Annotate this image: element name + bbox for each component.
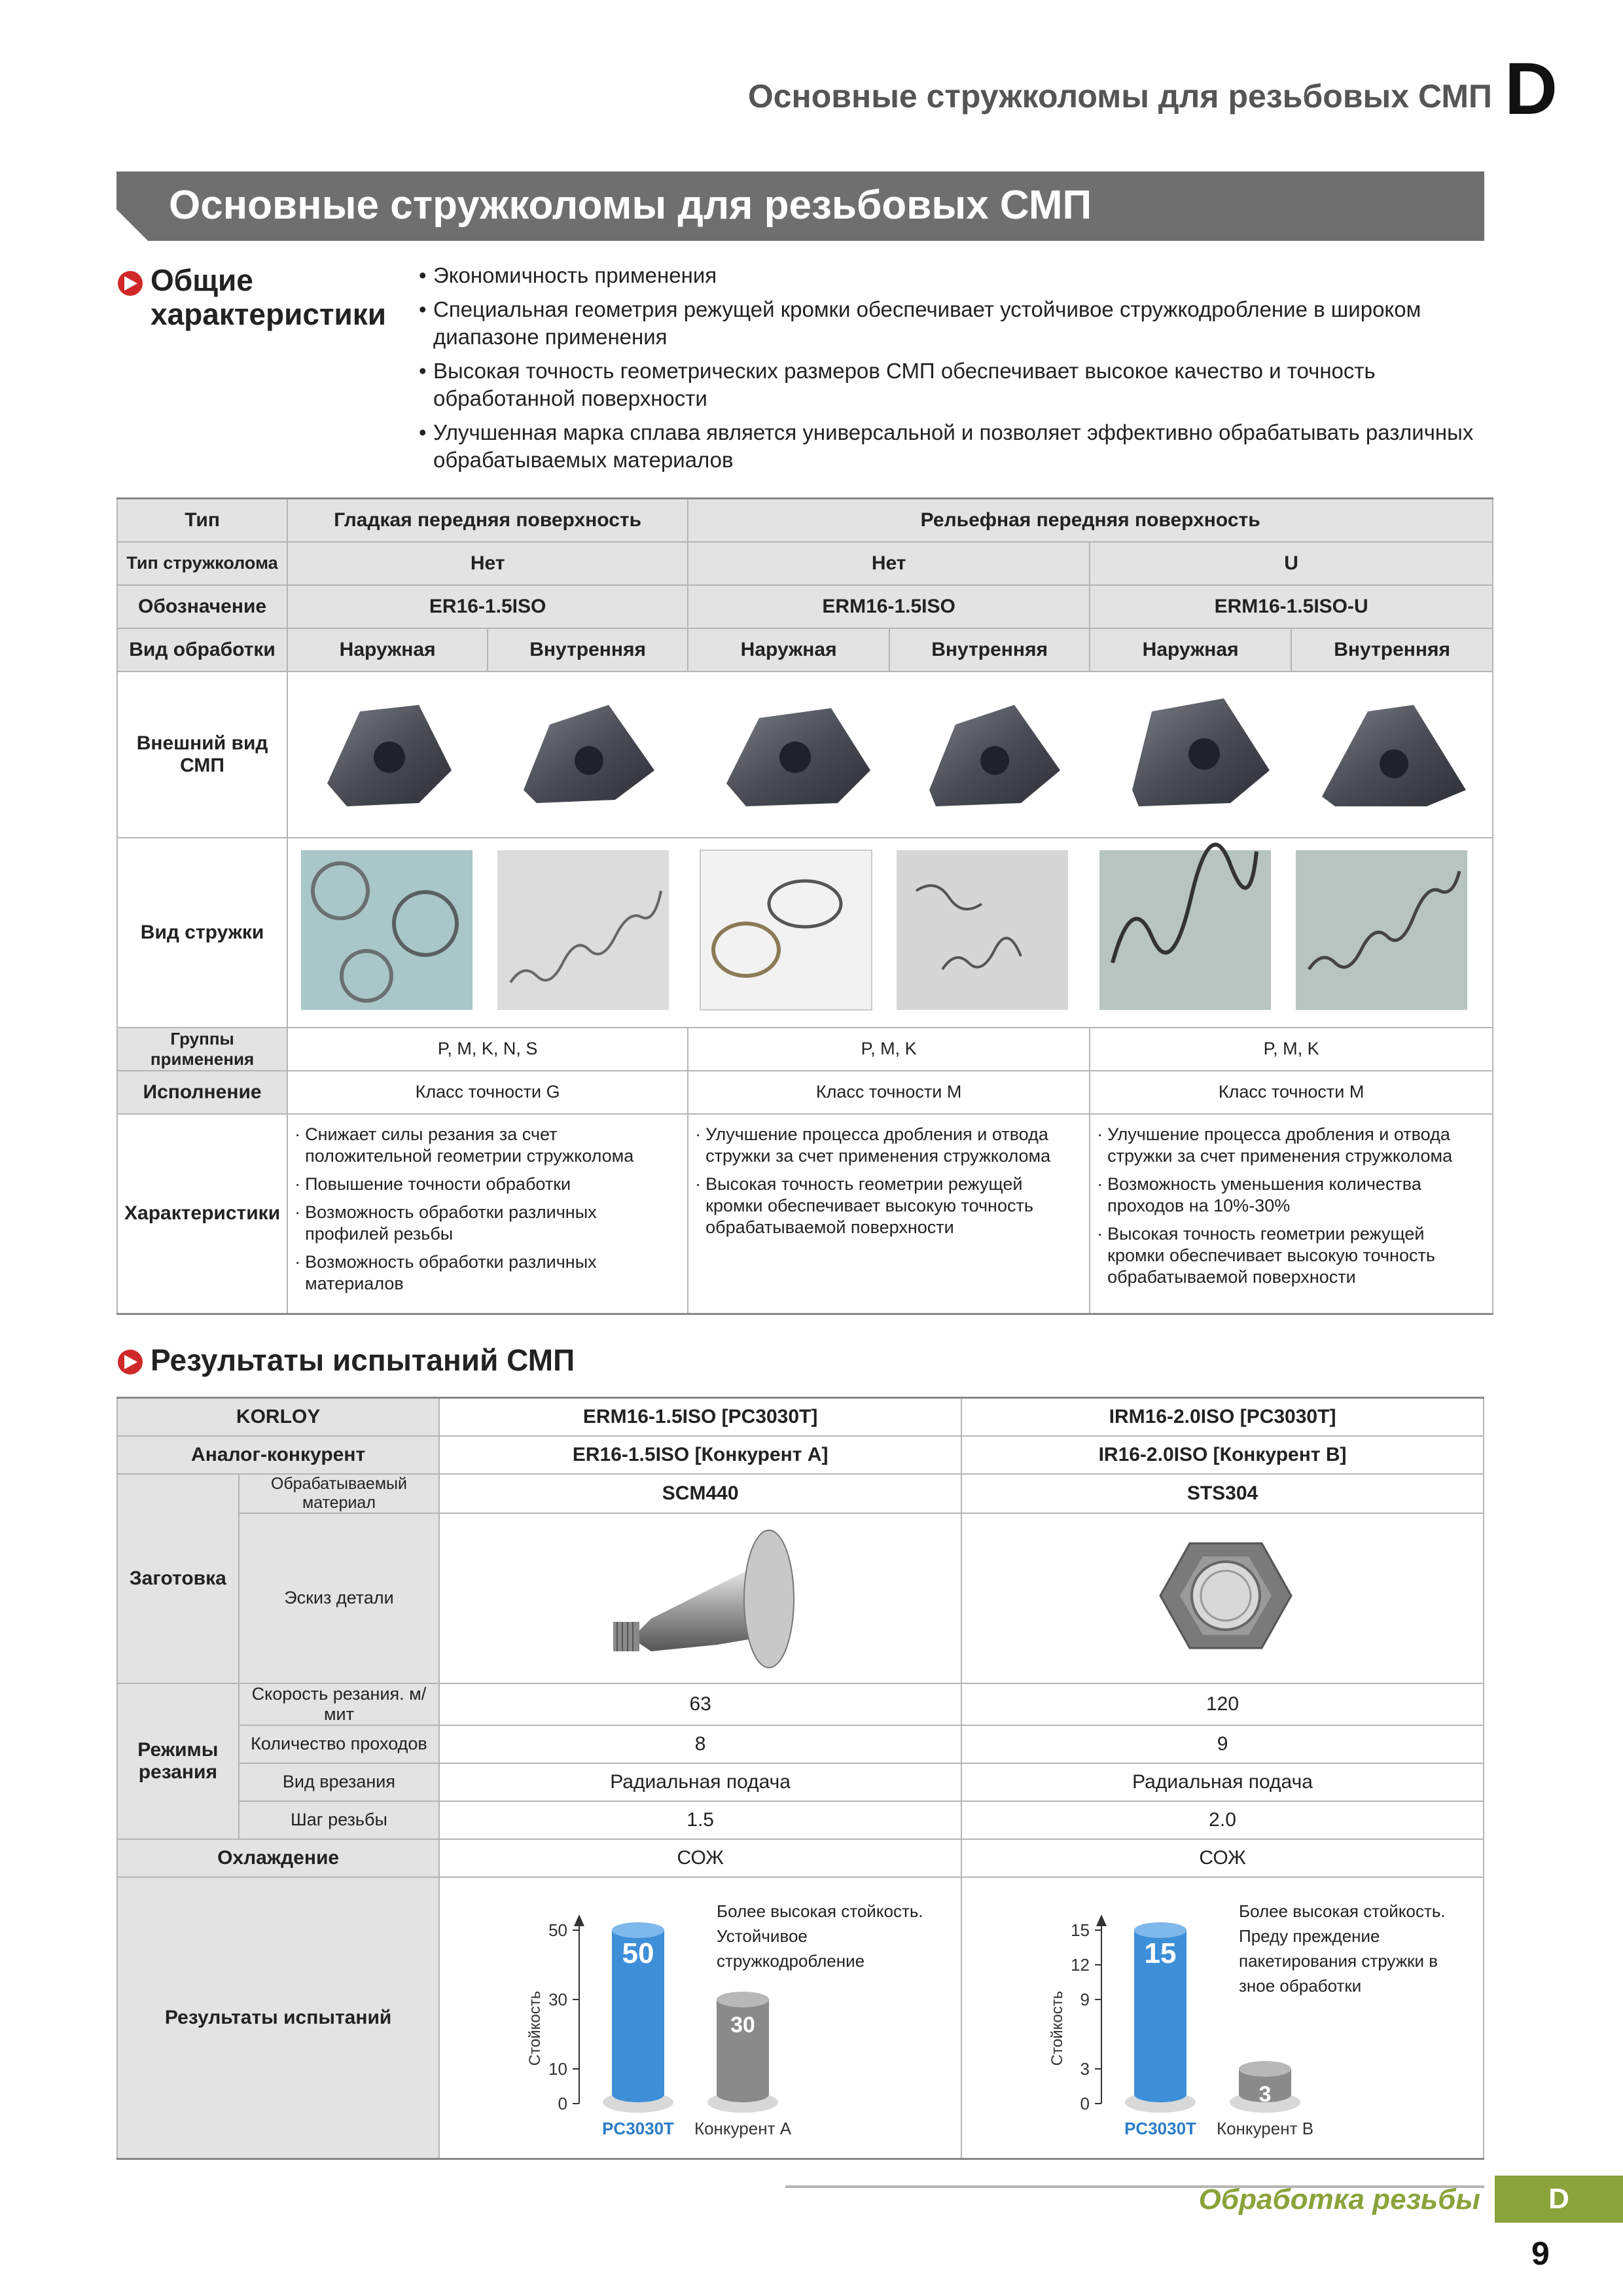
groups-value: P, M, K [1090, 1028, 1493, 1071]
arrow-icon [118, 271, 143, 296]
arrow-icon [118, 1350, 143, 1374]
korloy-product: IRM16-2.0ISO [PC3030T] [961, 1398, 1484, 1436]
machining-int: Внутренняя [889, 628, 1090, 672]
label-designation: Обозначение [117, 585, 287, 628]
features-cell [1090, 1114, 1493, 1314]
chip-images-row [287, 838, 1493, 1028]
test-label: Результаты испытаний [117, 1877, 439, 2159]
feature-item: · Снижает силы резания за счет положительной геометрии стружколома [294, 1124, 681, 1167]
chip-photo-3 [700, 850, 872, 1010]
insert-images-row [287, 672, 1493, 838]
feature-item: · Улучшение процесса дробления и отвода стружки за счет применения стружколома [1097, 1124, 1486, 1167]
type-relief: Рельефная передняя поверхность [688, 499, 1493, 542]
label-breaker: Тип стружколома [117, 542, 287, 585]
section-letter: D [1505, 48, 1558, 130]
chip-images [288, 838, 1492, 1022]
chart-note: Преду преждение [1239, 1926, 1380, 1946]
insert-er-internal-image [524, 705, 654, 803]
insert-images [288, 672, 1492, 832]
chart-cell-1 [439, 1877, 961, 2159]
modes-label: Режимы резания [117, 1683, 239, 1839]
analog-product: ER16-1.5ISO [Конкурент A] [439, 1436, 961, 1474]
breaker-value: Нет [287, 542, 688, 585]
y-axis-label: Стойкость [1048, 1990, 1067, 2066]
chip-photo-2 [497, 850, 669, 1010]
label-machining: Вид обработки [117, 628, 287, 672]
feature-item: · Возможность уменьшения количества проходов на 10%-30% [1097, 1174, 1486, 1217]
execution-value: Класс точности G [287, 1071, 688, 1114]
insert-erm-u-internal-image [1322, 705, 1466, 806]
machining-ext: Наружная [1090, 628, 1291, 672]
durability-chart-2 [964, 1878, 1481, 2153]
insert-erm-external-image [726, 708, 870, 806]
sketch-cell [439, 1513, 961, 1683]
features-cell [688, 1114, 1090, 1314]
machining-ext: Наружная [287, 628, 488, 672]
infeed-value: Радиальная подача [961, 1763, 1484, 1801]
pitch-label: Шаг резьбы [239, 1801, 440, 1839]
cooling-value: СОЖ [961, 1839, 1484, 1877]
pitch-value: 2.0 [961, 1801, 1484, 1839]
y-tick-label: 9 [1080, 1989, 1090, 2009]
machining-int: Внутренняя [1291, 628, 1493, 672]
sketch-label: Эскиз детали [239, 1513, 440, 1683]
footer-section-tab: D [1495, 2176, 1623, 2223]
passes-value: 8 [439, 1725, 961, 1763]
general-heading-line1: Общие [151, 263, 253, 297]
feature-item: · Высокая точность геометрии режущей кромки обеспечивает высокую точность обрабатываемой поверхности [695, 1174, 1082, 1238]
designation-value: ERM16-1.5ISO [688, 585, 1090, 628]
label-appearance: Внешний вид СМП [117, 672, 287, 838]
breaker-value: U [1090, 542, 1493, 585]
chip-photo-1 [301, 850, 473, 1010]
execution-value: Класс точности M [1090, 1071, 1493, 1114]
workpiece-label: Заготовка [117, 1474, 239, 1683]
label-groups: Группы применения [117, 1028, 287, 1071]
bar-value-label: 15 [1144, 1937, 1177, 1969]
bullet-item: • Высокая точность геометрических размеров СМП обеспечивает высокое качество и точность обработанной поверхности [419, 357, 1479, 412]
groups-value: P, M, K, N, S [287, 1028, 688, 1071]
bar-value-label: 30 [730, 2012, 756, 2037]
feature-item: · Высокая точность геометрии режущей кромки обеспечивает высокую точность обрабатываемой поверхности [1097, 1223, 1486, 1288]
general-bullets [419, 262, 1479, 480]
bar-value-label: 50 [622, 1937, 654, 1969]
category-label: PC3030T [1124, 2118, 1196, 2138]
insert-comparison-table [116, 497, 1493, 1315]
speed-label: Скорость резания. м/мит [239, 1683, 440, 1725]
korloy-product: ERM16-1.5ISO [PC3030T] [439, 1398, 961, 1436]
chart-note: зное обработки [1239, 1975, 1362, 1996]
category-label: Конкурент B [1216, 2118, 1314, 2138]
infeed-label: Вид врезания [239, 1763, 440, 1801]
execution-value: Класс точности M [688, 1071, 1090, 1114]
banner-corner [116, 209, 148, 241]
designation-value: ERM16-1.5ISO-U [1090, 585, 1493, 628]
chart-cell-2 [961, 1877, 1484, 2159]
category-label: PC3030T [602, 2118, 675, 2138]
y-tick-label: 50 [548, 1920, 568, 1940]
machining-ext: Наружная [688, 628, 889, 672]
chart-note: Более высокая стойкость. [717, 1901, 923, 1921]
label-chips: Вид стружки [117, 838, 287, 1028]
insert-er-external-image [327, 705, 452, 806]
y-tick-label: 15 [1071, 1920, 1090, 1940]
chip-photo-4 [897, 850, 1068, 1010]
infeed-value: Радиальная подача [439, 1763, 961, 1801]
analog-product: IR16-2.0ISO [Конкурент B] [961, 1436, 1484, 1474]
chart-note: Устойчивое [717, 1926, 808, 1946]
y-axis-label: Стойкость [526, 1990, 544, 2066]
y-tick-label: 0 [1080, 2093, 1090, 2113]
y-tick-label: 30 [548, 1989, 568, 2009]
breaker-value: Нет [688, 542, 1090, 585]
label-type: Тип [117, 499, 287, 542]
header-title: Основные стружколомы для резьбовых СМП [747, 78, 1492, 115]
footer-section-title: Обработка резьбы [1198, 2183, 1480, 2215]
speed-value: 63 [439, 1683, 961, 1725]
material-value: STS304 [961, 1474, 1484, 1513]
feature-item: · Повышение точности обработки [294, 1174, 681, 1195]
material-label: Обрабатываемый материал [239, 1474, 440, 1513]
y-tick-label: 12 [1071, 1954, 1090, 1975]
general-heading [151, 263, 386, 331]
chart-note: Более высокая стойкость. [1239, 1901, 1446, 1921]
insert-erm-internal-image [929, 705, 1060, 806]
label-execution: Исполнение [117, 1071, 287, 1114]
durability-chart-1 [442, 1878, 959, 2153]
nut-sketch [964, 1514, 1481, 1677]
material-value: SCM440 [439, 1474, 961, 1513]
pitch-value: 1.5 [439, 1801, 961, 1839]
bullet-item: • Улучшенная марка сплава является универсальной и позволяет эффективно обрабатывать различных обрабатываемых материалов [419, 419, 1479, 474]
category-label: Конкурент A [694, 2118, 792, 2138]
groups-value: P, M, K [688, 1028, 1090, 1071]
bullet-item: • Специальная геометрия режущей кромки обеспечивает устойчивое стружкодробление в широком диапазоне применения [419, 296, 1479, 351]
results-heading: Результаты испытаний СМП [151, 1343, 575, 1377]
passes-value: 9 [961, 1725, 1484, 1763]
general-heading-line2: характеристики [151, 297, 387, 331]
sketch-cell [961, 1513, 1484, 1683]
label-features: Характеристики [117, 1114, 287, 1314]
chip-photo-5 [1099, 844, 1271, 1009]
passes-label: Количество проходов [239, 1725, 440, 1763]
machining-int: Внутренняя [488, 628, 688, 672]
feature-item: · Возможность обработки различных профилей резьбы [294, 1202, 681, 1245]
korloy-label: KORLOY [117, 1398, 439, 1436]
insert-erm-u-external-image [1132, 698, 1270, 806]
chip-photo-6 [1296, 850, 1467, 1010]
y-axis-arrow-icon [1096, 1914, 1107, 1926]
bar-2 [707, 1992, 778, 2113]
chart-note: стружкодробление [717, 1950, 865, 1971]
chart-note: пакетирования стружки в [1239, 1950, 1438, 1971]
analog-label: Аналог-конкурент [117, 1436, 439, 1474]
shaft-sketch [442, 1514, 959, 1677]
feature-item: · Возможность обработки различных материалов [294, 1251, 681, 1295]
y-tick-label: 10 [548, 2058, 568, 2079]
type-smooth: Гладкая передняя поверхность [287, 499, 688, 542]
bar-value-label: 3 [1258, 2081, 1272, 2107]
y-tick-label: 0 [558, 2093, 568, 2113]
test-results-table [116, 1397, 1484, 2160]
banner-title: Основные стружколомы для резьбовых СМП [169, 183, 1092, 228]
page-number: 9 [1531, 2235, 1550, 2272]
bullet-item: • Экономичность применения [419, 262, 1479, 289]
cooling-value: СОЖ [439, 1839, 961, 1877]
designation-value: ER16-1.5ISO [287, 585, 688, 628]
speed-value: 120 [961, 1683, 1484, 1725]
y-axis-arrow-icon [574, 1914, 584, 1926]
feature-item: · Улучшение процесса дробления и отвода стружки за счет применения стружколома [695, 1124, 1082, 1167]
cooling-label: Охлаждение [117, 1839, 439, 1877]
y-tick-label: 3 [1080, 2058, 1090, 2079]
features-cell [287, 1114, 688, 1314]
